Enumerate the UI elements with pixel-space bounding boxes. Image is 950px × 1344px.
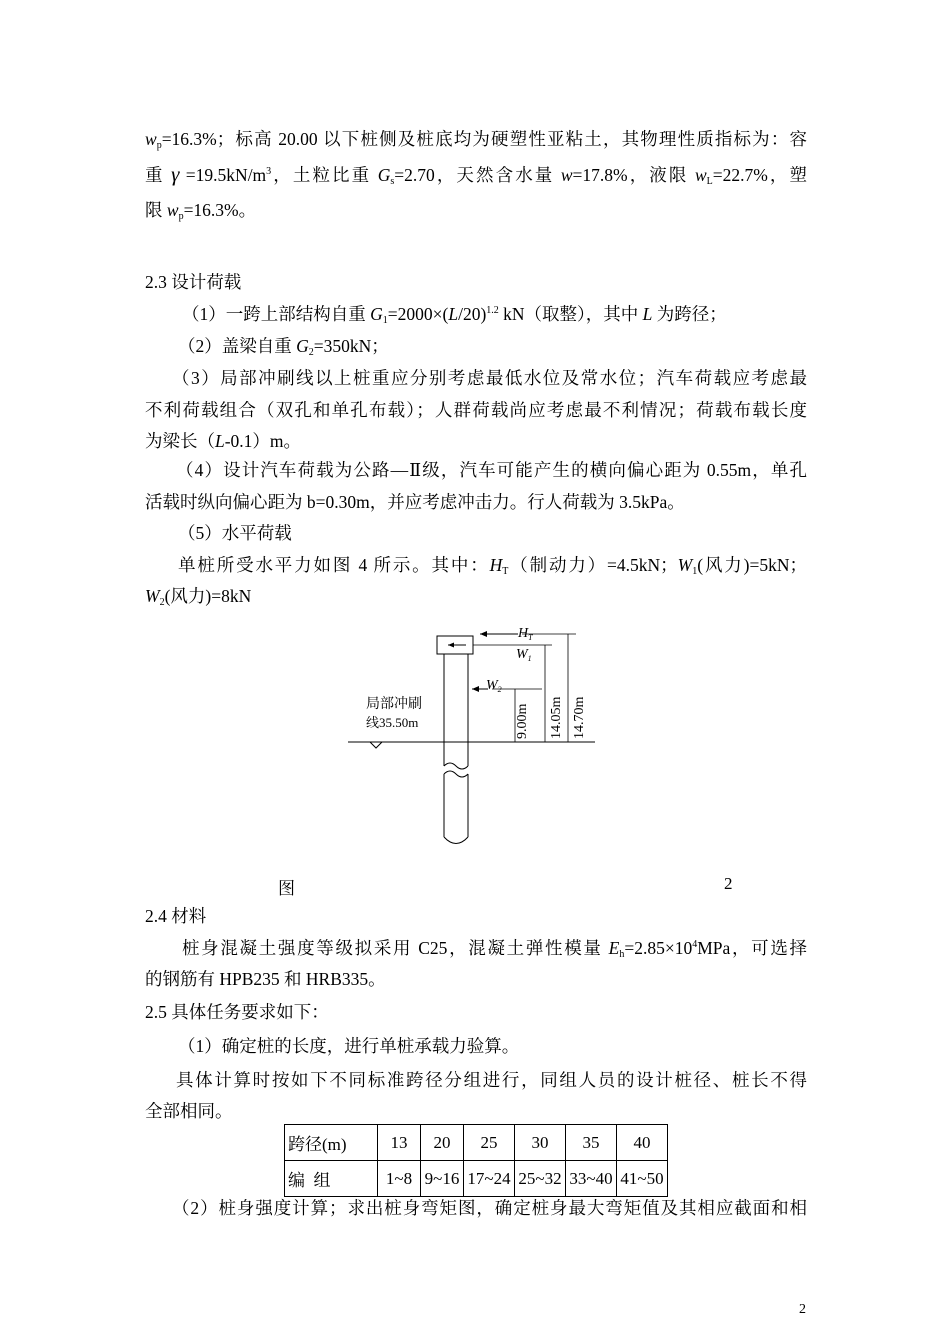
table-cell: 跨径(m) [285, 1125, 378, 1161]
calc-note-line-1: 具体计算时按如下不同标准跨径分组进行，同组人员的设计桩径、桩长不得 [176, 1070, 807, 1090]
scour-label-2: 线35.50m [366, 715, 419, 730]
table-cell: 17~24 [464, 1161, 515, 1197]
table-row [285, 1125, 668, 1161]
table-cell: 30 [515, 1125, 566, 1161]
span-group-table [284, 1124, 668, 1197]
horizontal-load-line-2: $W_2$(风力)=8kN [145, 586, 252, 608]
dim-14-70m: 14.70m [572, 696, 587, 739]
load-item-2: （2）盖梁自重 $G_2=350kN$； [178, 336, 389, 358]
table-cell: 20 [421, 1125, 464, 1161]
table-cell: 13 [378, 1125, 421, 1161]
task-item-2: （2）桩身强度计算；求出桩身弯矩图，确定桩身最大弯矩值及其相应截面和相 [172, 1198, 807, 1218]
load-item-1: （1）一跨上部结构自重 $G_1=2000\times(L/20)^{1.2}$ kN（取整），其中 L 为跨径； [182, 304, 727, 326]
table-cell: 35 [566, 1125, 617, 1161]
w2-label: $W_2$ [486, 678, 502, 694]
load-item-5: （5）水平荷载 [178, 523, 292, 543]
section-heading-2-5: 2.5 具体任务要求如下： [145, 1002, 329, 1022]
table-cell: 编 组 [285, 1161, 378, 1197]
soil-line-3: 限 $w_p=16.3\%$。 [145, 200, 257, 222]
table-cell: 25~32 [515, 1161, 566, 1197]
table-cell: 40 [617, 1125, 668, 1161]
calc-note-line-2: 全部相同。 [145, 1101, 233, 1121]
load-item-4-line-1: （4）设计汽车荷载为公路—Ⅱ级，汽车可能产生的横向偏心距为 0.55m，单孔 [176, 460, 807, 480]
dim-9m: 9.00m [515, 703, 530, 739]
table-cell: 1~8 [378, 1161, 421, 1197]
section-heading-2-3: 2.3 设计荷载 [145, 272, 242, 292]
load-item-3-line-3: 为梁长（L-0.1）m。 [145, 431, 302, 451]
material-line-1: 桩身混凝土强度等级拟采用 C25，混凝土弹性模量 $E_h=2.85\times 10^4MPa$，可选择 [182, 938, 808, 960]
horizontal-load-line-1: 单桩所受水平力如图 4 所示。其中：$H_T$（制动力）=4.5kN；$W_1$(风力)=5kN； [178, 555, 807, 577]
table-cell: 9~16 [421, 1161, 464, 1197]
table-row [285, 1161, 668, 1197]
w1-label: $W_1$ [516, 647, 532, 663]
figure-caption-label: 图 [278, 879, 295, 898]
figure-caption-number: 2 [724, 874, 733, 893]
scour-label-1: 局部冲刷 [366, 697, 422, 712]
table-cell: 41~50 [617, 1161, 668, 1197]
table-cell: 25 [464, 1125, 515, 1161]
load-item-3-line-1: （3）局部冲刷线以上桩重应分别考虑最低水位及常水位；汽车荷载应考虑最 [172, 368, 807, 388]
load-item-4-line-2: 活载时纵向偏心距为 b=0.30m，并应考虑冲击力。行人荷载为 3.5kPa。 [145, 492, 685, 512]
material-line-2: 的钢筋有 HPB235 和 HRB335。 [145, 969, 386, 989]
task-item-1: （1）确定桩的长度，进行单桩承载力验算。 [178, 1036, 520, 1056]
soil-line-2: 重 $\gamma =19.5kN/m^3$，土粒比重 $G_s=2.70$，天然含水量 w=17.8%，液限 $w_L=22.7\%$，塑 [145, 162, 808, 187]
section-heading-2-4: 2.4 材料 [145, 906, 207, 926]
soil-line-1: $w_p=16.3\%$；标高 20.00 以下桩侧及桩底均为硬塑性亚粘土，其物理性质指标为：容 [145, 129, 807, 151]
ht-label: $H_T$ [518, 626, 533, 642]
dim-14-05m: 14.05m [549, 696, 564, 739]
pile-load-diagram [340, 622, 600, 857]
table-cell: 33~40 [566, 1161, 617, 1197]
load-item-3-line-2: 不利荷载组合（双孔和单孔布载）；人群荷载尚应考虑最不利情况；荷载布载长度 [145, 400, 807, 420]
page-number: 2 [799, 1302, 806, 1317]
